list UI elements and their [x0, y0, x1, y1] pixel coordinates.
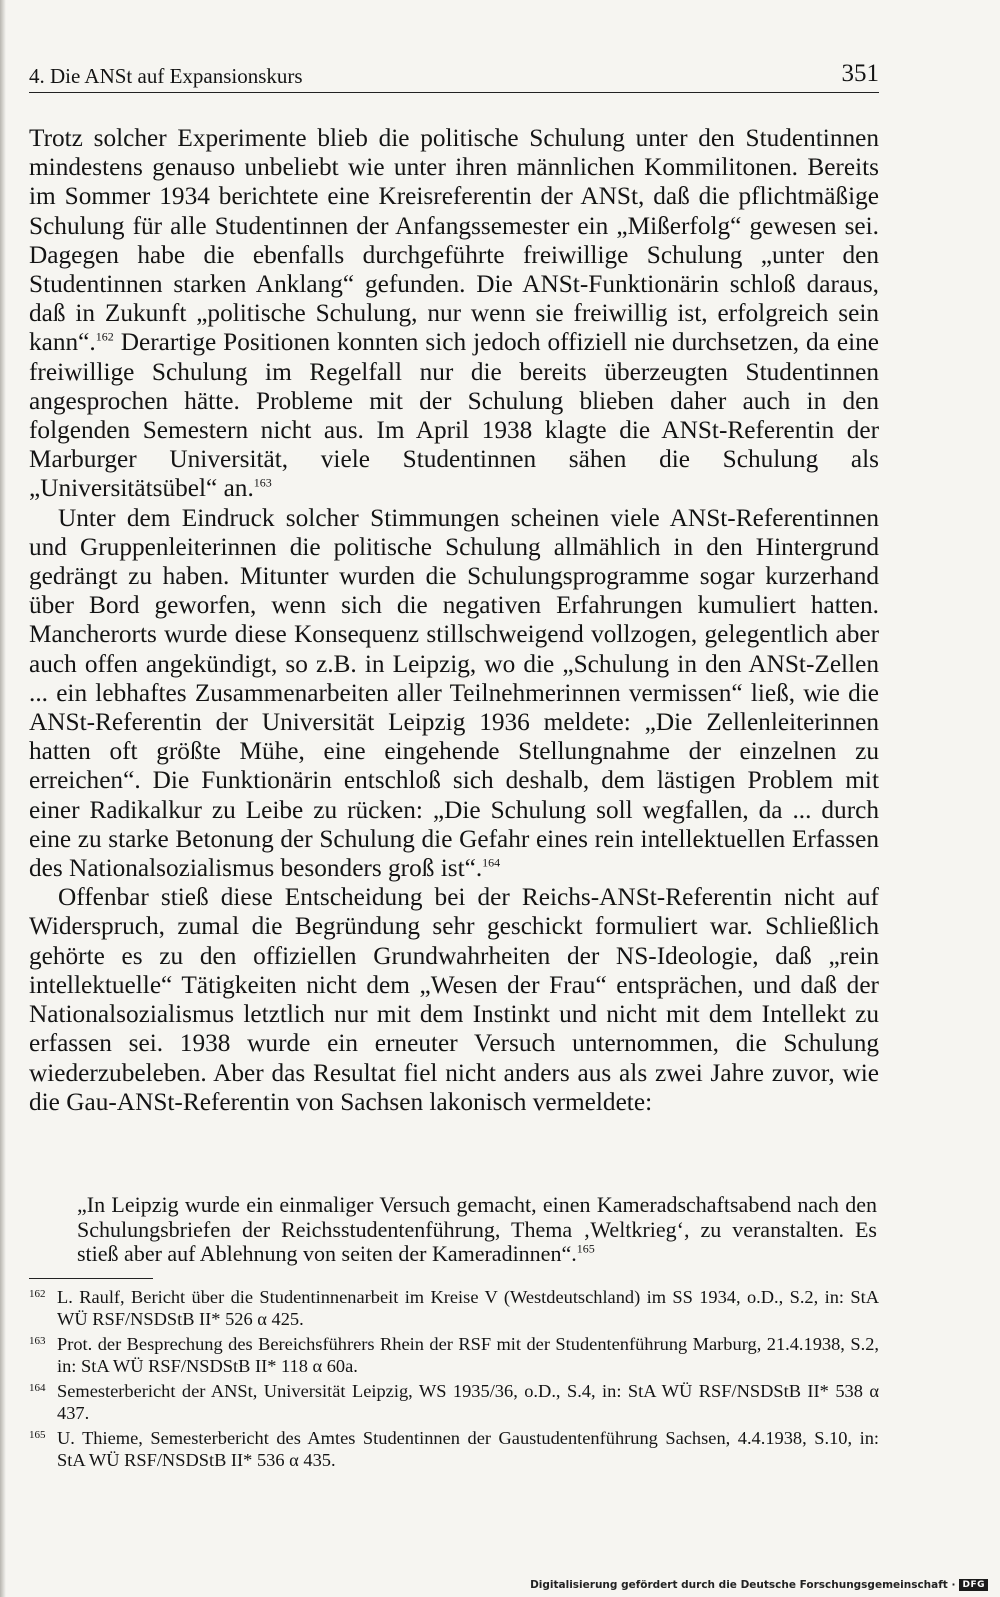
page-header	[29, 60, 879, 93]
scan-edge-shadow	[0, 0, 6, 1597]
running-head: 4. Die ANSt auf Expansionskurs	[29, 64, 303, 88]
digitization-notice	[530, 1579, 988, 1591]
paragraph	[29, 504, 879, 884]
paragraph-text: Unter dem Eindruck solcher Stimmungen scheinen viele ANSt-Referentinnen und Gruppenleiterinnen die politische Schulung allmählich in den Hintergrund gedrängt zu haben. Mitunter wurden die Schulungsprogramme sogar kurzerhand über Bord geworfen, wenn sich die negativen Erfahrungen kumuliert hatten. Mancherorts wurde diese Konsequenz stillschweigend vollzogen, gelegentlich aber auch offen angekündigt, so z.B. in Leipzig, wo die „Schulung in den ANSt-Zellen ... ein lebhaftes Zusammenarbeiten aller Teilnehmerinnen vermissen“ ließ, wie die ANSt-Referentin der Universität Leipzig 1936 meldete: „Die Zellenleiterinnen hatten oft größte Mühe, eine eingehende Stellungnahme der einzelnen zu erreichen“. Die Funktionärin entschloß sich deshalb, dem lästigen Problem mit einer Radikalkur zu Leibe zu rücken: „Die Schulung soll wegfallen, da ... durch eine zu starke Betonung der Schulung die Gefahr eines rein intellektuellen Erfassen des Nationalsozialismus besonders groß ist“.	[29, 503, 879, 883]
footnote	[29, 1333, 879, 1377]
footnote-reference: 165	[576, 1241, 595, 1256]
digitization-text: Digitalisierung gefördert durch die Deutsche Forschungsgemeinschaft ·	[530, 1579, 956, 1591]
footnote-text: U. Thieme, Semesterbericht des Amtes Studentinnen der Gaustudentenführung Sachsen, 4.4.1938, S.10, in: StA WÜ RSF/NSDStB II* 536 α 435.	[57, 1428, 879, 1470]
footnote-text: L. Raulf, Bericht über die Studentinnenarbeit im Kreise V (Westdeutschland) im SS 1934, o.D., S.2, in: StA WÜ RSF/NSDStB II* 526 α 425.	[57, 1287, 879, 1329]
paragraph-text: Trotz solcher Experimente blieb die politische Schulung unter den Studentinnen mindestens genauso unbeliebt wie unter ihren männlichen Kommilitonen. Bereits im Sommer 1934 berichtete eine Kreisreferentin der ANSt, daß die pflichtmäßige Schulung für alle Studentinnen der Anfangssemester ein „Mißerfolg“ gewesen sei. Dagegen habe die ebenfalls durchgeführte freiwillige Schulung „unter den Studentinnen starken Anklang“ gefunden. Die ANSt-Funktionärin schloß daraus, daß in Zukunft „politische Schulung, nur wenn sie freiwillig ist, erfolgreich sein kann“.	[29, 124, 879, 357]
block-quote	[77, 1193, 877, 1267]
footnote-reference: 164	[482, 855, 501, 870]
footnote	[29, 1286, 879, 1330]
footnote	[29, 1427, 879, 1471]
footnote-divider	[29, 1278, 153, 1279]
quote-paragraph	[77, 1193, 877, 1267]
quote-text: „In Leipzig wurde ein einmaliger Versuch gemacht, einen Kameradschaftsabend nach den Schulungsbriefen der Reichsstudentenführung, Thema ‚Weltkrieg‘, zu veranstalten. Es stieß aber auf Ablehnung von seiten der Kameradinnen“.	[77, 1192, 877, 1266]
paragraph	[29, 124, 879, 504]
dfg-logo-icon: DFG	[959, 1579, 988, 1591]
footnote-reference: 162	[95, 330, 114, 344]
footnote-text: Prot. der Besprechung des Bereichsführers Rhein der RSF mit der Studentenführung Marburg, 21.4.1938, S.2, in: StA WÜ RSF/NSDStB II* 118 α 60a.	[57, 1334, 879, 1376]
paragraph-text: Derartige Positionen konnten sich jedoch offiziell nie durchsetzen, da eine freiwillige Schulung im Regelfall nur die bereits überzeugten Studentinnen angesprochen hätte. Probleme mit der Schulung blieben daher auch in den folgenden Semestern nicht aus. Im April 1938 klagte die ANSt-Referentin der Marburger Universität, viele Studentinnen sähen die Schulung als „Universitätsübel“ an.	[29, 328, 879, 503]
footnotes	[29, 1286, 879, 1474]
footnote	[29, 1380, 879, 1424]
footnote-text: Semesterbericht der ANSt, Universität Leipzig, WS 1935/36, o.D., S.4, in: StA WÜ RSF/NSDStB II* 538 α 437.	[57, 1381, 879, 1423]
footnote-number: 165	[29, 1429, 46, 1441]
footnote-number: 163	[29, 1335, 46, 1347]
footnote-number: 162	[29, 1288, 46, 1300]
footnote-number: 164	[29, 1382, 46, 1394]
paragraph-text: Offenbar stieß diese Entscheidung bei der Reichs-ANSt-Referentin nicht auf Widerspruch, zumal die Begründung sehr geschickt formuliert war. Schließlich gehörte es zu den offiziellen Grundwahrheiten der NS-Ideologie, daß „rein intellektuelle“ Tätigkeiten nicht dem „Wesen der Frau“ entsprächen, und daß der Nationalsozialismus letztlich nur mit dem Instinkt und nicht mit dem Intellekt zu erfassen sei. 1938 wurde ein erneuter Versuch unternommen, die Schulung wiederzubeleben. Aber das Resultat fiel nicht anders aus als zwei Jahre zuvor, wie die Gau-ANSt-Referentin von Sachsen lakonisch vermeldete:	[29, 883, 879, 1116]
paragraph	[29, 883, 879, 1117]
body-text	[29, 124, 879, 1117]
page-number: 351	[841, 60, 879, 87]
footnote-reference: 163	[253, 476, 272, 491]
